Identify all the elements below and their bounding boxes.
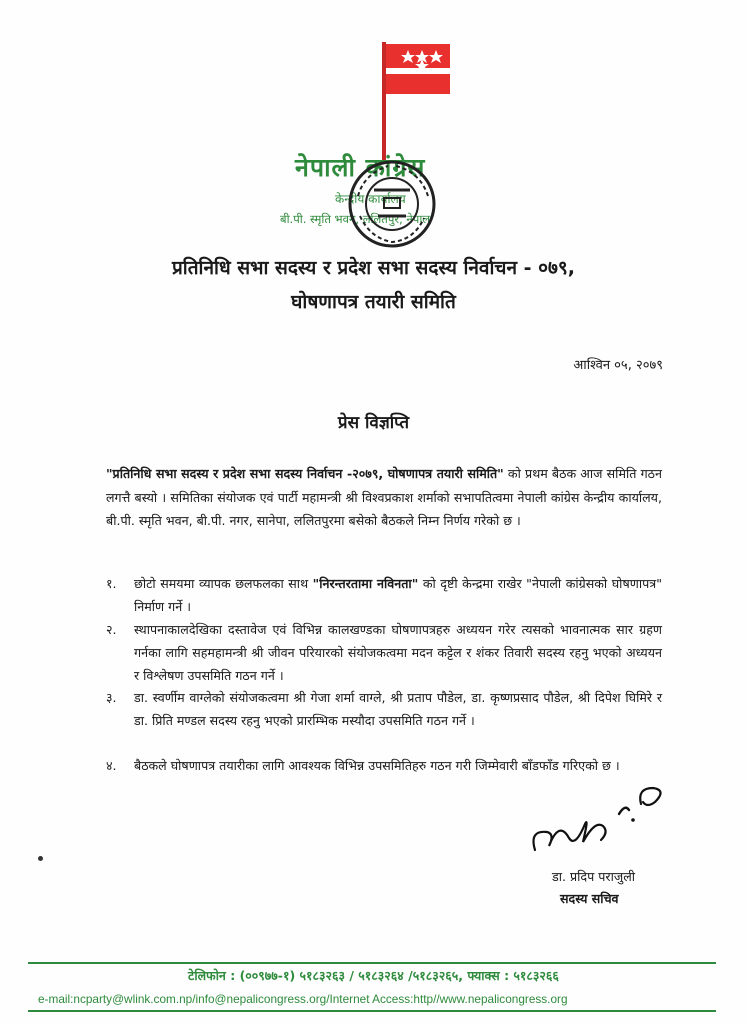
document-heading-line1: प्रतिनिधि सभा सदस्य र प्रदेश सभा सदस्य निर्वाचन - ०७९,	[172, 257, 575, 279]
signatory-role: सदस्य सचिव	[560, 891, 619, 906]
decision-text: डा. स्वर्णीम वाग्लेको संयोजकत्वमा श्री गेजा शर्मा वाग्ले, श्री प्रताप पौडेल, डा. कृष्णप्रसाद पौडेल, श्री दिपेश घिमिरे र डा. प्रिति मण्डल सदस्य रहनु भएको प्रारम्भिक मस्यौदा उपसमिति गठन गर्ने ।	[134, 690, 662, 728]
party-flag-icon	[370, 38, 460, 168]
stray-mark	[38, 856, 43, 861]
decision-text: स्थापनाकालदेखिका दस्तावेज एवं विभिन्न कालखण्डका घोषणापत्रहरु अध्ययन गरेर त्यसको भावनात्मक सार ग्रहण गर्नका लागि सहमहामन्त्री श्री जीवन परियारको संयोजकत्वमा मदन कट्टेल र शंकर तिवारी सदस्य रहनु भएको अध्ययन र विश्लेषण उपसमिति गठन गर्ने ।	[134, 622, 662, 683]
footer-contact: e-mail:ncparty@wlink.com.np/info@nepalicongress.org/Internet Access:http//www.nepalicongress.org	[38, 992, 568, 1006]
decision-item-1	[106, 572, 662, 618]
decision-number: १.	[106, 576, 117, 591]
intro-paragraph	[106, 462, 662, 533]
decision-text: बैठकले घोषणापत्र तयारीका लागि आवश्यक विभिन्न उपसमितिहरु गठन गरी जिम्मेवारी बाँडफाँड गरिएको छ ।	[134, 758, 620, 773]
decision-item-2	[106, 618, 662, 687]
decision-item-3	[106, 686, 662, 732]
decision-text: छोटो समयमा व्यापक छलफलका साथ "निरन्तरतामा नविनता" को दृष्टी केन्द्रमा राखेर "नेपाली कांग्रेसको घोषणापत्र" निर्माण गर्ने ।	[134, 576, 662, 614]
office-address: बी.पी. स्मृति भवन, ललितपुर, नेपाल	[280, 212, 431, 226]
footer-divider-top	[28, 962, 716, 964]
organization-name: नेपाली कांग्रेस	[295, 153, 426, 182]
issue-date: आश्विन ०५, २०७९	[573, 358, 663, 373]
decision-number: २.	[106, 622, 117, 637]
office-name: केन्द्रीय कार्यालय	[335, 192, 406, 206]
footer-phone: टेलिफोन : (००९७७-१) ५१८३२६३ / ५१८३२६४ /५१८३२६५, फ्याक्स : ५१८३२६६	[188, 968, 559, 983]
decision-number: ४.	[106, 758, 117, 773]
intro-text: को प्रथम बैठक आज समिति गठन लगत्तै बस्यो । समितिका संयोजक एवं पार्टी महामन्त्री श्री विश्वप्रकाश शर्माको सभापतित्वमा नेपाली कांग्रेस केन्द्रीय कार्यालय, बी.पी. स्मृति भवन, बी.पी. नगर, सानेपा, ललितपुरमा बसेको बैठकले निम्न निर्णय गरेको छ ।	[106, 466, 662, 528]
document-heading-line2: घोषणापत्र तयारी समिति	[291, 291, 456, 313]
intro-bold-text: "प्रतिनिधि सभा सदस्य र प्रदेश सभा सदस्य निर्वाचन -२०७९, घोषणापत्र तयारी समिति"	[106, 466, 504, 481]
signatory-name: डा. प्रदिप पराजुली	[552, 869, 635, 884]
footer-divider-bottom	[28, 1010, 716, 1012]
office-stamp-seal	[344, 156, 440, 252]
handwritten-signature	[525, 780, 675, 872]
press-release-title: प्रेस विज्ञप्ति	[337, 413, 410, 433]
decision-number: ३.	[106, 690, 117, 705]
decision-item-4	[106, 754, 662, 777]
